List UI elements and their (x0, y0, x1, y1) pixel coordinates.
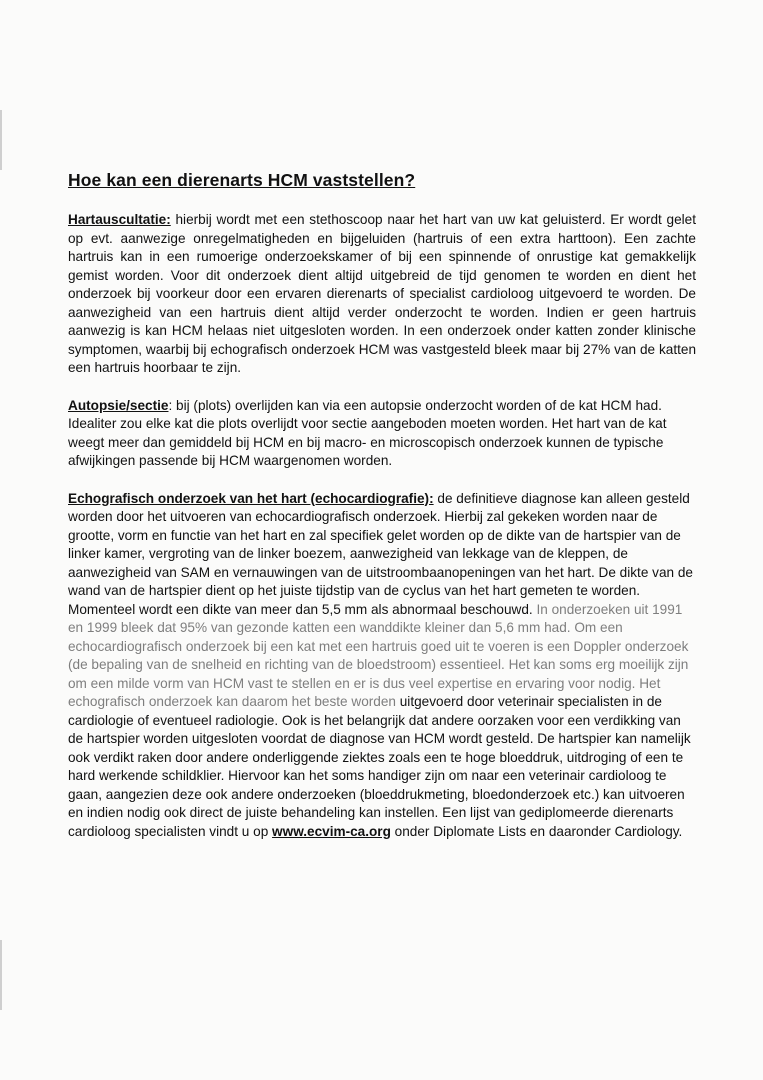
auscultation-heading: Hartauscultatie: (68, 212, 171, 227)
echo-text-3: onder Diplomate Lists en daaronder Cardiology. (390, 823, 683, 839)
ecvim-link[interactable]: www.ecvim-ca.org (272, 823, 391, 839)
echo-text-1: de definitieve diagnose kan alleen gesteld worden door het uitvoeren van echocardiografisch onderzoek. Hierbij zal gekeken worden naar de grootte, vorm en functie van het hart en zal specifiek gelet worden op de dikte van de hartspier van de linker kamer, vergroting van de linker boezem, aanwezigheid van lekkage van de kleppen, de aanwezigheid van SAM en vernauwingen van de uitstroombaanopeningen van het hart. De dikte van de wand van de hartspier dient op het juiste tijdstip van de cyclus van het hart gemeten te worden. Momenteel wordt een dikte van meer dan 5,5 mm als abnormaal beschouwd. (68, 490, 693, 617)
page-title: Hoe kan een dierenarts HCM vaststellen? (68, 170, 416, 190)
document-body (68, 211, 696, 860)
auscultation-paragraph (68, 211, 696, 378)
autopsy-paragraph (68, 397, 696, 471)
autopsy-heading: Autopsie/sectie (68, 397, 169, 413)
scan-edge-mark (0, 940, 2, 1010)
scan-edge-mark (0, 110, 2, 170)
auscultation-text: hierbij wordt met een stethoscoop naar het hart van uw kat geluisterd. Er wordt gelet op evt. aanwezige onregelmatigheden en bijgeluiden (hartruis of een extra harttoon). Een zachte hartruis kan in een rumoerige onderzoekskamer of bij een spinnende of onrustige kat gemakkelijk gemist worden. Voor dit onderzoek dient altijd uitgebreid de tijd genomen te worden en dient het onderzoek bij voorkeur door een ervaren dierenarts of specialist cardioloog uitgevoerd te worden. De aanwezigheid van een hartruis dient altijd verder onderzocht te worden. Indien er geen hartruis aanwezig is kan HCM helaas niet uitgesloten worden. In een onderzoek onder katten zonder klinische symptomen, waarbij bij echografisch onderzoek HCM was vastgesteld bleek maar bij 27% van de katten een hartruis hoorbaar te zijn. (68, 212, 696, 375)
echo-text-2: uitgevoerd door veterinair specialisten in de cardiologie of eventueel radiologie. Ook is het belangrijk dat andere oorzaken voor een verdikking van de hartspier worden uitgesloten voordat de diagnose van HCM wordt gesteld. De hartspier kan namelijk ook verdikt raken door andere onderliggende ziektes zoals een te hoge bloeddruk, uitdroging of een te hard werkende schildklier. Hiervoor kan het soms handiger zijn om naar een veterinair cardioloog te gaan, aangezien deze ook andere onderzoeken (bloeddrukmeting, bloedonderzoek etc.) kan uitvoeren en indien nodig ook direct de juiste behandeling kan instellen. Een lijst van gediplomeerde dierenarts cardioloog specialisten vindt u op (68, 694, 691, 839)
autopsy-text: : bij (plots) overlijden kan via een autopsie onderzocht worden of de kat HCM had. Idealiter zou elke kat die plots overlijdt voor sectie aangeboden moeten worden. Het hart van de kat weegt meer dan gemiddeld bij HCM en bij macro- en microscopisch onderzoek kunnen de typische afwijkingen passende bij HCM waargenomen worden. (68, 397, 667, 468)
echo-text-faded: In onderzoeken uit 1991 en 1999 bleek dat 95% van gezonde katten een wanddikte kleiner dan 5,6 mm had. Om een echocardiografisch onderzoek bij een kat met een hartruis goed uit te voeren is een Doppler onderzoek (de bepaling van de snelheid en richting van de bloedstroom) essentieel. Het kan soms erg moeilijk zijn om een milde vorm van HCM vast te stellen en er is dus veel expertise en ervaring voor nodig. Het echografisch onderzoek kan daarom het beste worden (68, 601, 689, 709)
echo-paragraph (68, 490, 696, 842)
echo-heading: Echografisch onderzoek van het hart (echocardiografie): (68, 490, 434, 506)
